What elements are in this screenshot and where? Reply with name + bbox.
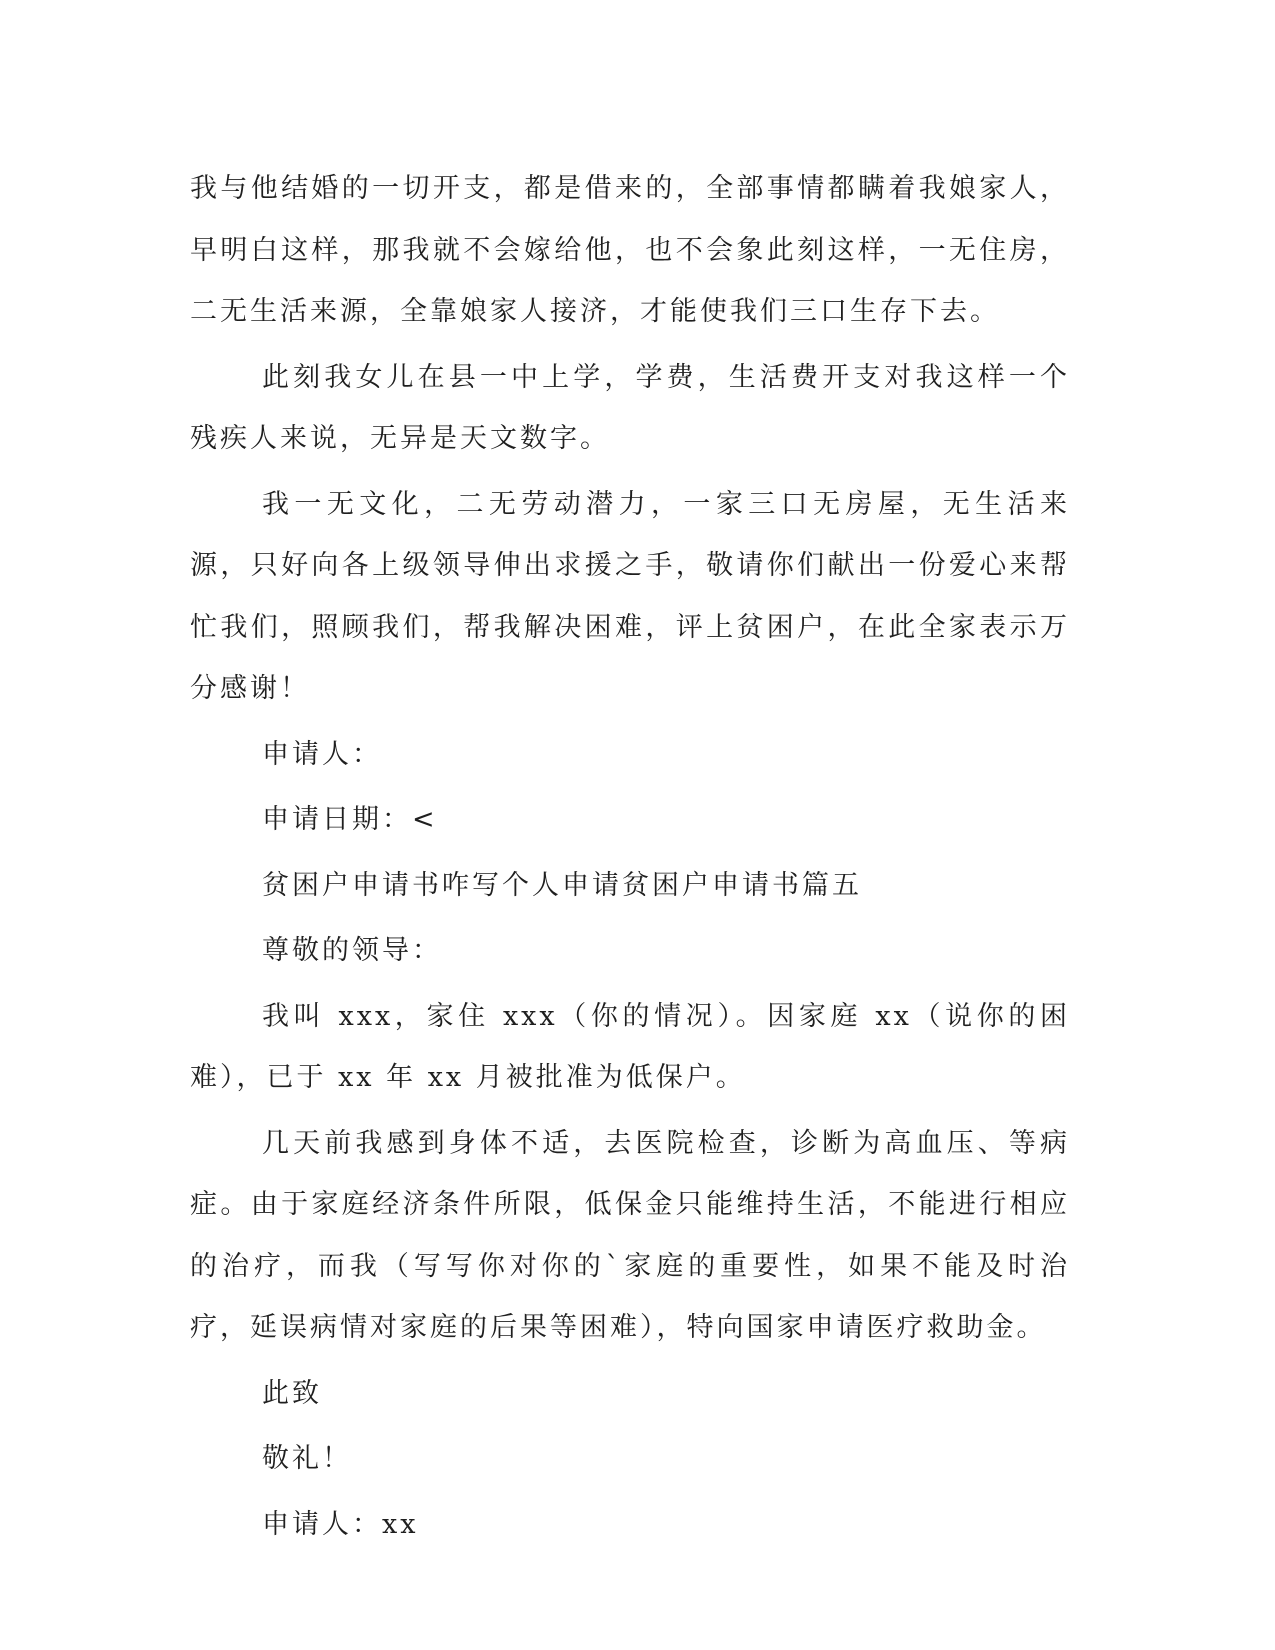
application-date-label: 申请日期：< (262, 804, 438, 835)
section-heading: 贫困户申请书咋写个人申请贫困户申请书篇五 (262, 869, 862, 901)
applicant-label: 申请人： (262, 738, 382, 770)
salutation: 尊敬的领导： (262, 935, 442, 966)
paragraph-medical-request: 几天前我感到身体不适，去医院检查，诊断为高血压、等病症。由于家庭经济条件所限，低保金只能维持生活，不能进行相应的治疗，而我（写写你对你的`家庭的重要性，如果不能及时治疗，延误病情对家庭的后果等困难），特向国家申请医疗救助金。 (190, 1127, 1070, 1343)
closing-ci-zhi: 此致 (262, 1377, 322, 1409)
paragraph-daughter-school: 此刻我女儿在县一中上学，学费，生活费开支对我这样一个残疾人来说，无异是天文数字。 (190, 361, 1070, 454)
document-body (190, 158, 1070, 1559)
closing-jing-li: 敬礼！ (262, 1443, 352, 1474)
paragraph-marriage-expenses: 我与他结婚的一切开支，都是借来的，全部事情都瞒着我娘家人，早明白这样，那我就不会嫁给他，也不会象此刻这样，一无住房，二无生活来源，全靠娘家人接济，才能使我们三口生存下去。 (190, 173, 1070, 327)
paragraph-introduction: 我叫 xxx，家住 xxx（你的情况）。因家庭 xx（说你的困难），已于 xx 年 xx 月被批准为低保户。 (190, 1000, 1070, 1093)
applicant-signature: 申请人：xx (262, 1508, 419, 1540)
paragraph-request-help: 我一无文化，二无劳动潜力，一家三口无房屋，无生活来源，只好向各上级领导伸出求援之手，敬请你们献出一份爱心来帮忙我们，照顾我们，帮我解决困难，评上贫困户，在此全家表示万分感谢！ (190, 488, 1070, 704)
